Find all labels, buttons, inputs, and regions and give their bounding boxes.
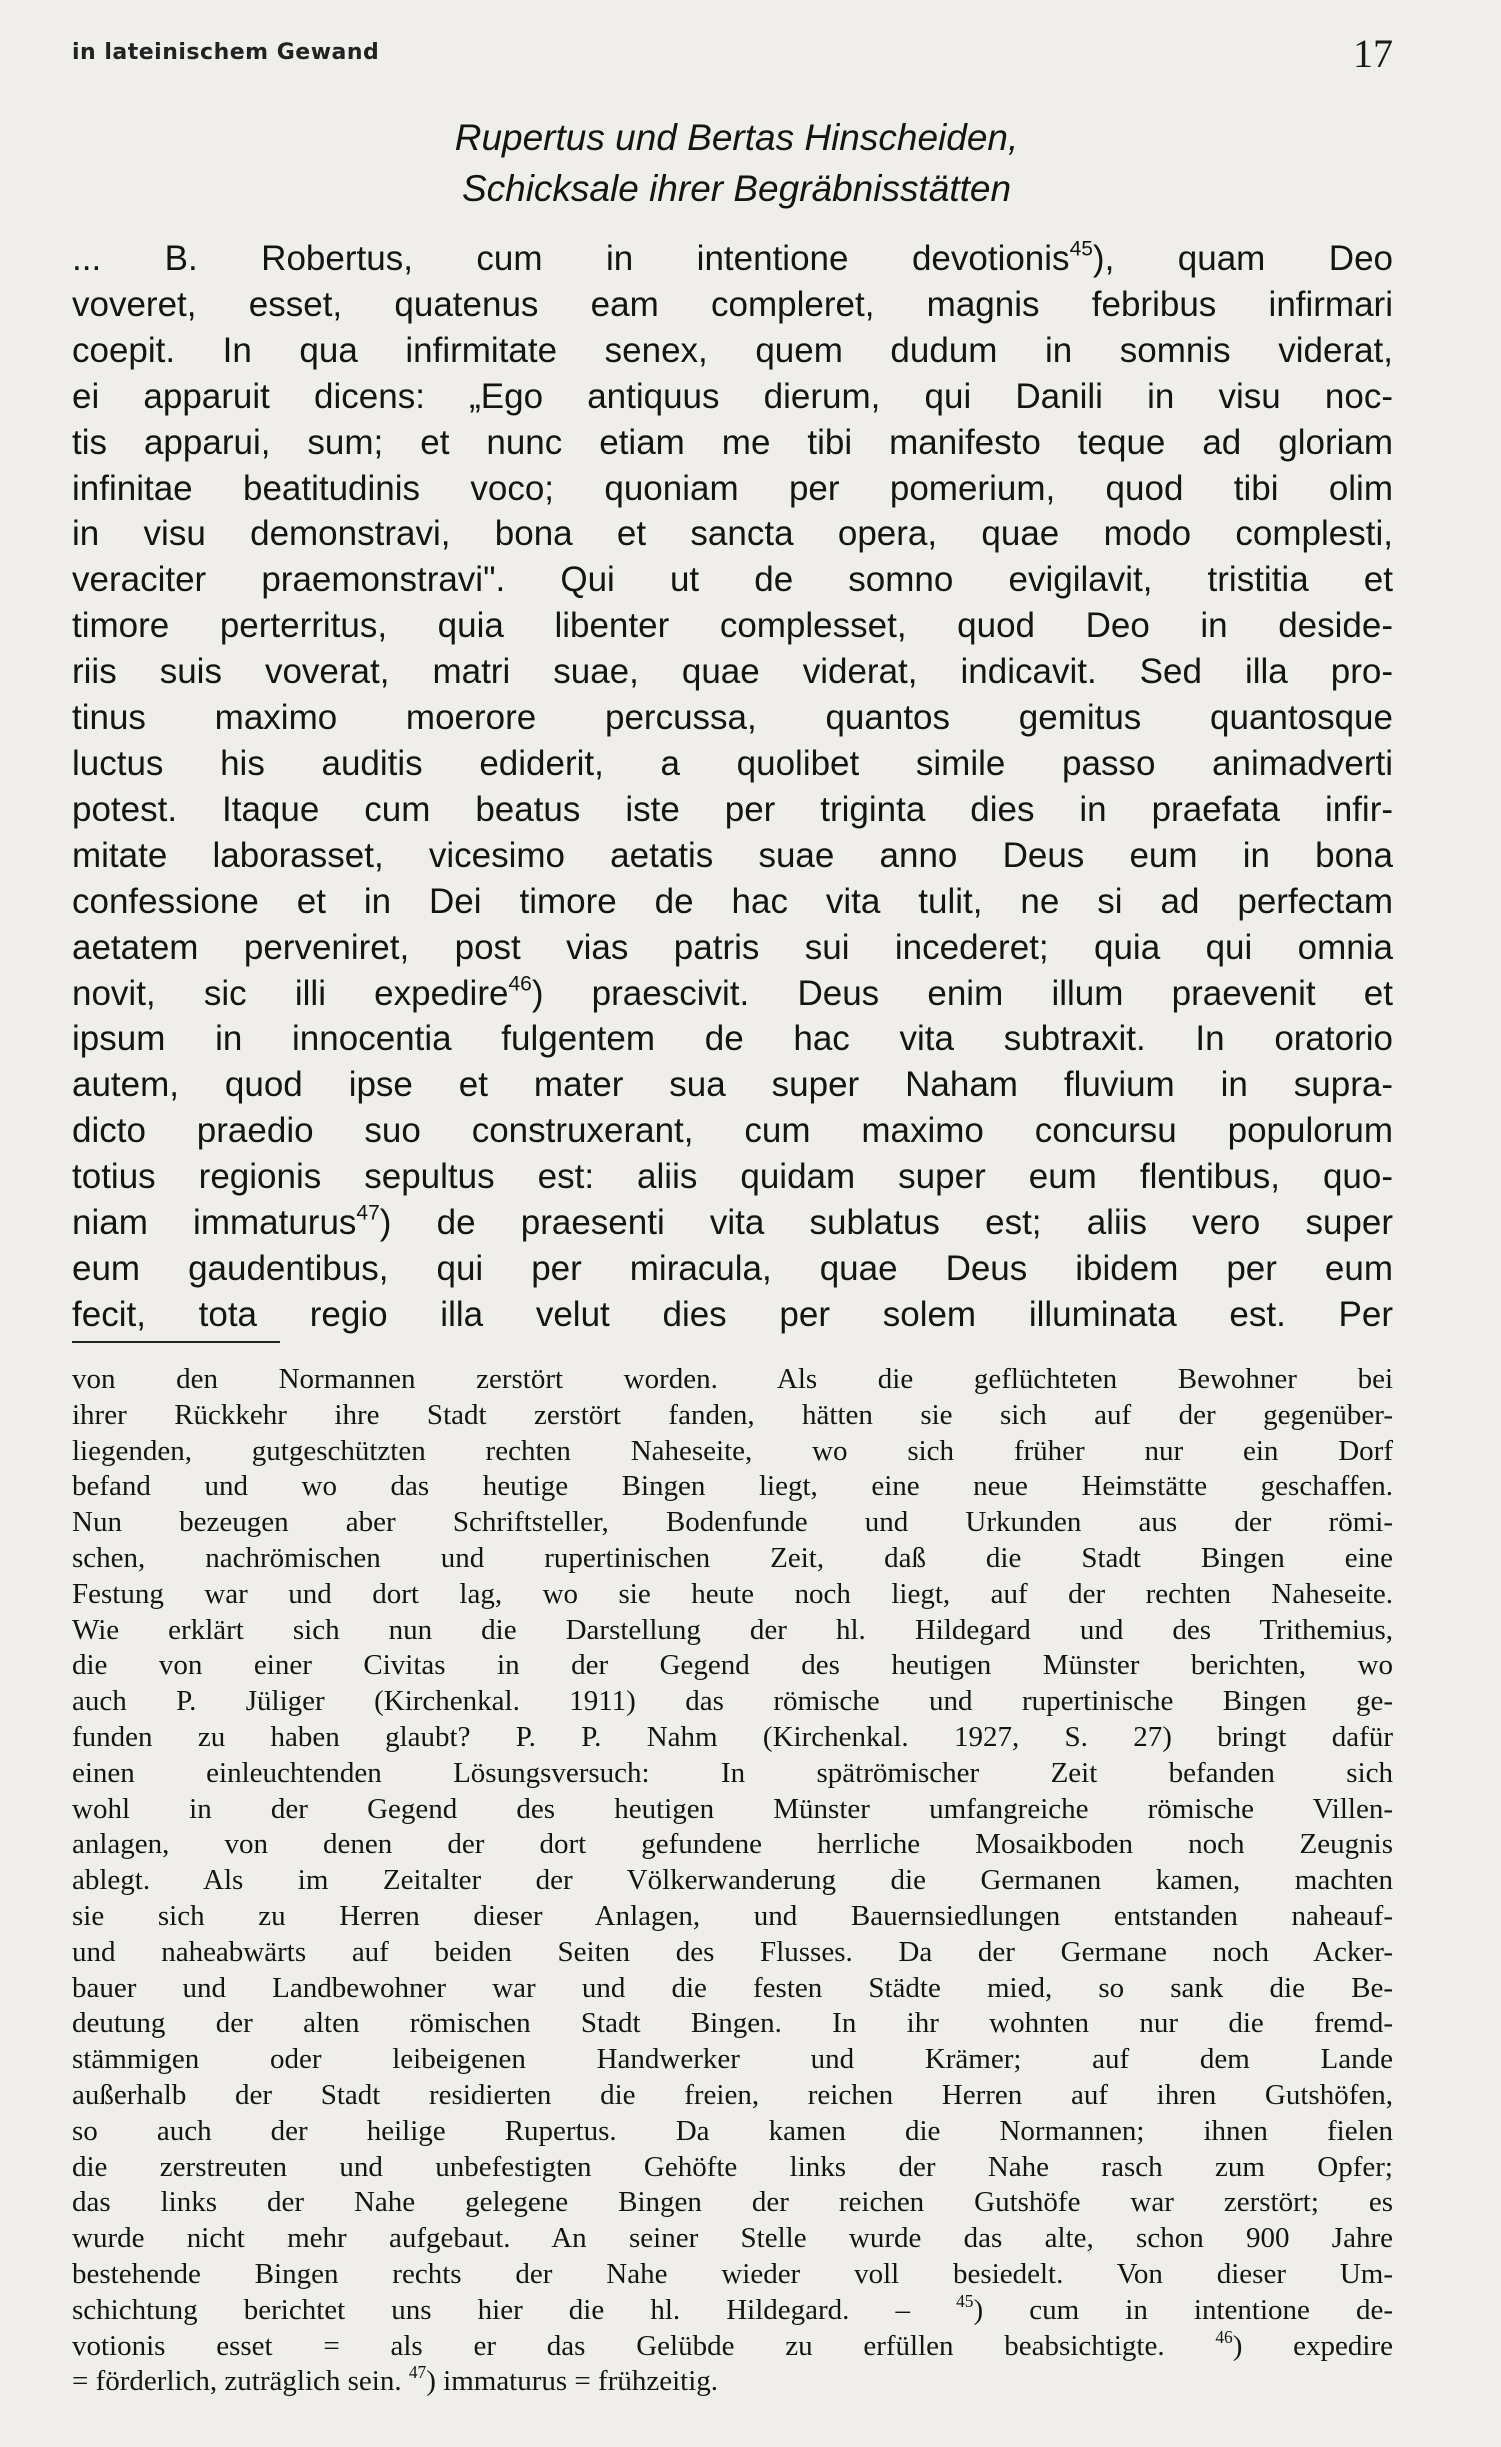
- main-text-line-text: voveret, esset, quatenus eam compleret, magnis febribus infirmari: [72, 284, 1393, 324]
- main-text-line: [72, 1108, 1393, 1154]
- footnote-line: [72, 1863, 1393, 1899]
- footnote-line: [72, 1827, 1393, 1863]
- main-text-line: [72, 925, 1393, 971]
- footnote-marker: 46: [1215, 2326, 1233, 2347]
- footnote-marker: 45: [1069, 237, 1093, 261]
- footnote-line: [72, 1935, 1393, 1971]
- footnote-line-text: anlagen, von denen der dort gefundene herrliche Mosaikboden noch Zeugnis: [72, 1828, 1393, 1861]
- main-text: [72, 236, 1393, 1338]
- main-text-line-text: tinus maximo moerore percussa, quantos gemitus quantosque: [72, 698, 1393, 738]
- footnote-line-text: sie sich zu Herren dieser Anlagen, und Bauernsiedlungen entstanden naheauf-: [72, 1899, 1393, 1932]
- footnote-line-text: die zerstreuten und unbefestigten Gehöfte links der Nahe rasch zum Opfer;: [72, 2150, 1393, 2183]
- footnote-line: [72, 1899, 1393, 1935]
- page-number: 17: [1353, 31, 1393, 76]
- main-text-line-text: dicto praedio suo construxerant, cum maximo concursu populorum: [72, 1111, 1393, 1151]
- footnote-line-text: außerhalb der Stadt residierten die freien, reichen Herren auf ihren Gutshöfen,: [72, 2078, 1393, 2111]
- main-text-line: [72, 741, 1393, 787]
- main-text-line-text: eum gaudentibus, qui per miracula, quae Deus ibidem per eum: [72, 1248, 1393, 1288]
- main-text-line: [72, 695, 1393, 741]
- footnote-line-text: Wie erklärt sich nun die Darstellung der hl. Hildegard und des Trithemius,: [72, 1613, 1393, 1646]
- main-text-line-text: coepit. In qua infirmitate senex, quem dudum in somnis viderat,: [72, 330, 1393, 370]
- footnote-line-text: schichtung berichtet uns hier die hl. Hildegard. –: [72, 2293, 957, 2326]
- main-text-line: [72, 1292, 1393, 1338]
- main-text-line-text: veraciter praemonstravi". Qui ut de somno evigilavit, tristitia et: [72, 560, 1393, 600]
- footnote-text: [72, 1362, 1393, 2400]
- main-text-line: [72, 328, 1393, 374]
- footnote-line-text: Festung war und dort lag, wo sie heute noch liegt, auf der rechten Naheseite.: [72, 1577, 1393, 1610]
- main-text-line: [72, 1246, 1393, 1292]
- main-text-line-text: totius regionis sepultus est: aliis quidam super eum flentibus, quo-: [72, 1157, 1393, 1197]
- main-text-line-text: confessione et in Dei timore de hac vita tulit, ne si ad perfectam: [72, 881, 1393, 921]
- footnote-line: [72, 2042, 1393, 2078]
- footnote-line: [72, 1577, 1393, 1613]
- footnote-line-text: wohl in der Gegend des heutigen Münster umfangreiche römische Villen-: [72, 1792, 1393, 1825]
- footnote-line: [72, 1469, 1393, 1505]
- main-text-line-text: ei apparuit dicens: „Ego antiquus dierum, qui Danili in visu noc-: [72, 376, 1393, 416]
- main-text-line: [72, 466, 1393, 512]
- footnote-line: [72, 1541, 1393, 1577]
- footnote-marker: 47: [356, 1201, 380, 1225]
- main-text-line-text: aetatem perveniret, post vias patris sui incederet; quia qui omnia: [72, 927, 1393, 967]
- main-text-line: [72, 603, 1393, 649]
- footnote-line-text: ablegt. Als im Zeitalter der Völkerwanderung die Germanen kamen, machten: [72, 1864, 1393, 1897]
- footnote-line-text: und naheabwärts auf beiden Seiten des Flusses. Da der Germane noch Acker-: [72, 1935, 1393, 1968]
- main-text-line-text: potest. Itaque cum beatus iste per triginta dies in praefata infir-: [72, 789, 1393, 829]
- main-text-line: [72, 787, 1393, 833]
- section-heading: [72, 112, 1393, 214]
- footnote-marker: 45: [956, 2290, 974, 2311]
- footnote-line-text: funden zu haben glaubt? P. P. Nahm (Kirchenkal. 1927, S. 27) bringt dafür: [72, 1720, 1393, 1753]
- footnote-line: [72, 1362, 1393, 1398]
- main-text-line: [72, 374, 1393, 420]
- footnote-line-text: Nun bezeugen aber Schriftsteller, Bodenfunde und Urkunden aus der römi-: [72, 1506, 1393, 1539]
- main-text-line: [72, 1200, 1393, 1246]
- main-text-line-text: niam immaturus: [72, 1203, 357, 1243]
- footnote-line-text: auch P. Jüliger (Kirchenkal. 1911) das römische und rupertinische Bingen ge-: [72, 1685, 1393, 1718]
- footnote-line-text: schen, nachrömischen und rupertinischen Zeit, daß die Stadt Bingen eine: [72, 1541, 1393, 1574]
- footnote-line: [72, 2150, 1393, 2186]
- footnote-line: [72, 1684, 1393, 1720]
- main-text-line: [72, 1154, 1393, 1200]
- footnote-line: [72, 2006, 1393, 2042]
- main-text-line-text: timore perterritus, quia libenter complesset, quod Deo in deside-: [72, 606, 1393, 646]
- footnote-line: [72, 2257, 1393, 2293]
- main-text-line: [72, 879, 1393, 925]
- footnote-line: [72, 2326, 1393, 2365]
- footnote-line-text: ihrer Rückkehr ihre Stadt zerstört fanden, hätten sie sich auf der gegenüber-: [72, 1398, 1393, 1431]
- footnote-line: [72, 1971, 1393, 2007]
- main-text-line-text: tis apparui, sum; et nunc etiam me tibi manifesto teque ad gloriam: [72, 422, 1393, 462]
- heading-line-2: Schicksale ihrer Begräbnisstätten: [461, 168, 1012, 209]
- main-text-line-text: infinitae beatitudinis voco; quoniam per pomerium, quod tibi olim: [72, 468, 1393, 508]
- footnote-line: [72, 1792, 1393, 1828]
- footnote-line-text: einen einleuchtenden Lösungsversuch: In spätrömischer Zeit befanden sich: [72, 1756, 1393, 1789]
- footnote-line: [72, 2290, 1393, 2329]
- main-text-line-text: ipsum in innocentia fulgentem de hac vita subtraxit. In oratorio: [72, 1019, 1393, 1059]
- running-head: [72, 30, 1393, 76]
- footnote-line-text: = förderlich, zuträglich sein.: [72, 2365, 409, 2398]
- main-text-line: [72, 282, 1393, 328]
- footnote-line-text: so auch der heilige Rupertus. Da kamen die Normannen; ihnen fielen: [72, 2114, 1393, 2147]
- footnote-rule: [72, 1341, 280, 1343]
- footnote-line: [72, 1720, 1393, 1756]
- main-text-line: [72, 420, 1393, 466]
- main-text-line: [72, 557, 1393, 603]
- footnote-line-text: die von einer Civitas in der Gegend des heutigen Münster berichten, wo: [72, 1649, 1393, 1682]
- footnote-marker: 47: [408, 2362, 427, 2383]
- footnote-marker: 46: [508, 971, 532, 995]
- footnote-line: [72, 1648, 1393, 1684]
- main-text-line-text: ... B. Robertus, cum in intentione devotionis: [72, 239, 1070, 278]
- main-text-line-text: riis suis voverat, matri suae, quae viderat, indicavit. Sed illa pro-: [72, 652, 1393, 692]
- footnote-line-text: liegenden, gutgeschützten rechten Naheseite, wo sich früher nur ein Dorf: [72, 1434, 1393, 1467]
- heading-line-1: Rupertus und Bertas Hinscheiden,: [454, 117, 1019, 158]
- main-text-line-text-after: ), quam Deo: [1092, 239, 1393, 278]
- footnote-line: [72, 2221, 1393, 2257]
- main-text-line: [72, 971, 1393, 1017]
- main-text-line: [72, 511, 1393, 557]
- main-text-line: [72, 1016, 1393, 1062]
- main-text-line: [72, 649, 1393, 695]
- footnote-line-text: deutung der alten römischen Stadt Bingen. In ihr wohnten nur die fremd-: [72, 2007, 1393, 2040]
- footnote-line: [72, 2185, 1393, 2221]
- footnote-line-text: von den Normannen zerstört worden. Als die geflüchteten Bewohner bei: [72, 1363, 1393, 1395]
- main-text-line-text-after: ) de praesenti vita sublatus est; aliis vero super: [379, 1203, 1394, 1243]
- footnote-line: [72, 1505, 1393, 1541]
- main-text-line-text: mitate laborasset, vicesimo aetatis suae anno Deus eum in bona: [72, 835, 1393, 875]
- footnote-line-text: votionis esset = als er das Gelübde zu erfüllen beabsichtigte.: [72, 2329, 1216, 2362]
- main-text-line-text: autem, quod ipse et mater sua super Naham fluvium in supra-: [72, 1065, 1393, 1105]
- footnote-line: [72, 1613, 1393, 1649]
- footnote-line-text: das links der Nahe gelegene Bingen der reichen Gutshöfe war zerstört; es: [72, 2186, 1393, 2219]
- running-title: in lateinischem Gewand: [72, 40, 380, 65]
- main-text-line-text: in visu demonstravi, bona et sancta opera, quae modo complesti,: [72, 514, 1393, 554]
- footnote-line: [72, 1398, 1393, 1434]
- footnote-line: [72, 2364, 1393, 2400]
- footnote-line-text: wurde nicht mehr aufgebaut. An seiner Stelle wurde das alte, schon 900 Jahre: [72, 2222, 1393, 2255]
- main-text-line: [72, 236, 1393, 282]
- main-text-line-text-after: ) praescivit. Deus enim illum praevenit et: [531, 973, 1393, 1013]
- main-text-line: [72, 833, 1393, 879]
- main-text-line: [72, 1062, 1393, 1108]
- footnote-line: [72, 2114, 1393, 2150]
- footnote-line-text-after: ) expedire: [1232, 2329, 1393, 2362]
- main-text-line-text: fecit, tota regio illa velut dies per solem illuminata est. Per: [72, 1294, 1393, 1334]
- footnote-line-text: stämmigen oder leibeigenen Handwerker und Krämer; auf dem Lande: [72, 2043, 1393, 2076]
- footnote-line-text-after: ) immaturus = frühzeitig.: [426, 2365, 719, 2398]
- footnote-line-text: bauer und Landbewohner war und die festen Städte mied, so sank die Be-: [72, 1971, 1393, 2004]
- footnote-line-text: befand und wo das heutige Bingen liegt, eine neue Heimstätte geschaffen.: [72, 1470, 1393, 1503]
- footnote-line: [72, 1756, 1393, 1792]
- footnote-line-text-after: ) cum in intentione de-: [973, 2293, 1393, 2326]
- main-text-line-text: luctus his auditis ediderit, a quolibet simile passo animadverti: [72, 743, 1393, 783]
- footnote-line-text: bestehende Bingen rechts der Nahe wieder voll besiedelt. Von dieser Um-: [72, 2257, 1393, 2290]
- footnote-line: [72, 1434, 1393, 1470]
- main-text-line-text: novit, sic illi expedire: [72, 973, 509, 1013]
- footnote-line: [72, 2078, 1393, 2114]
